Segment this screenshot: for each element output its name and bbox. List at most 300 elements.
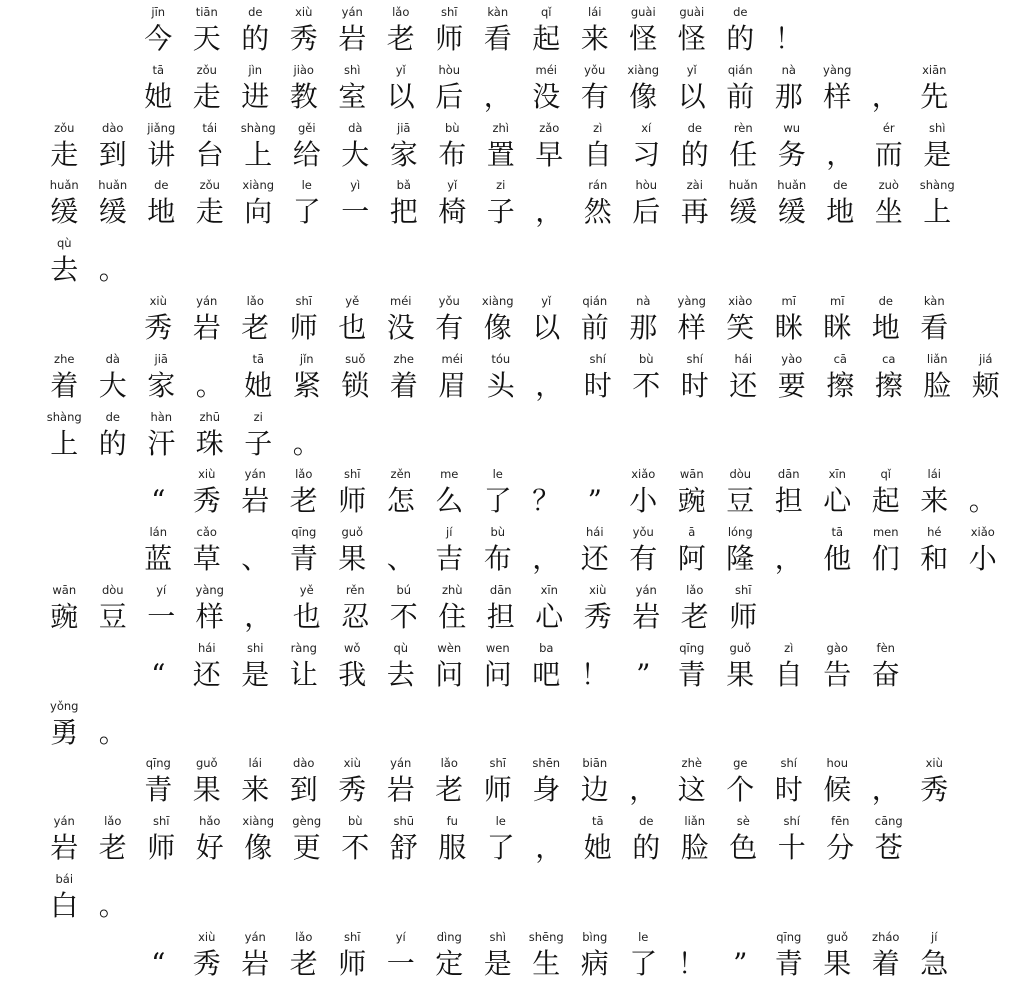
- hanzi: 也: [292, 600, 321, 633]
- pinyin: dìng: [436, 929, 462, 944]
- character-unit: [380, 814, 429, 867]
- character-unit: [474, 467, 523, 520]
- pinyin: hái: [197, 640, 216, 655]
- hanzi: 后: [435, 79, 464, 113]
- hanzi: 师: [338, 946, 367, 980]
- character-unit: [765, 5, 814, 58]
- pinyin: shēng: [528, 929, 564, 944]
- character-unit: [328, 5, 377, 58]
- hanzi: 了: [292, 195, 321, 229]
- pinyin: lǎo: [392, 5, 410, 19]
- hanzi: 勇: [50, 715, 79, 749]
- character-unit: [813, 756, 862, 809]
- hanzi: 家: [147, 368, 176, 402]
- pinyin: rèn: [733, 120, 753, 135]
- character-unit: [186, 352, 235, 405]
- pinyin: zháo: [872, 929, 900, 944]
- hanzi: ，: [244, 600, 273, 633]
- character-unit: [231, 930, 280, 983]
- character-unit: [134, 930, 183, 983]
- hanzi: 老: [98, 831, 127, 865]
- pinyin: zěn: [390, 467, 411, 482]
- character-unit: [619, 525, 668, 578]
- hanzi: 讲: [147, 137, 176, 171]
- hanzi: 果: [726, 657, 755, 691]
- character-unit: [571, 294, 620, 347]
- hanzi: 来: [241, 773, 270, 807]
- character-unit: [571, 525, 620, 578]
- pinyin: shí: [783, 814, 800, 829]
- pinyin: yǒng: [50, 698, 79, 713]
- character-unit: [134, 5, 183, 58]
- hanzi: 台: [195, 137, 224, 171]
- character-unit: [231, 756, 280, 809]
- character-unit: [134, 467, 183, 520]
- pinyin: liǎn: [684, 814, 706, 829]
- hanzi: 今: [144, 22, 173, 55]
- character-unit: [186, 410, 235, 463]
- pinyin: dà: [105, 351, 120, 366]
- pinyin: lǎo: [686, 583, 704, 597]
- hanzi: 时: [583, 368, 612, 402]
- text-line: [40, 405, 331, 463]
- hanzi: 怪: [677, 22, 706, 55]
- pinyin: suǒ: [345, 351, 366, 366]
- character-unit: [865, 178, 914, 231]
- pinyin: gèng: [292, 814, 322, 829]
- character-unit: [622, 352, 671, 405]
- hanzi: 了: [483, 484, 512, 518]
- hanzi: 问: [483, 657, 512, 691]
- pinyin: shì: [929, 120, 946, 135]
- hanzi: 果: [192, 773, 221, 807]
- hanzi: 置: [486, 137, 515, 171]
- character-unit: [280, 294, 329, 347]
- character-unit: [719, 121, 768, 174]
- pinyin: yǒu: [584, 62, 606, 77]
- hanzi: 豌: [50, 600, 79, 633]
- pinyin: fèn: [876, 640, 895, 655]
- hanzi: 豌: [677, 484, 706, 518]
- hanzi: 秀: [144, 311, 173, 344]
- character-unit: [619, 5, 668, 58]
- pinyin: xiǎo: [970, 525, 995, 540]
- character-unit: [328, 467, 377, 520]
- pinyin: zǒu: [54, 120, 75, 135]
- character-unit: [234, 814, 283, 867]
- pinyin: ér: [882, 120, 895, 135]
- hanzi: 。: [98, 253, 127, 287]
- character-unit: [183, 641, 232, 694]
- character-unit: [525, 352, 574, 405]
- hanzi: 身: [532, 773, 561, 807]
- character-unit: [525, 121, 574, 174]
- pinyin: qīng: [679, 640, 705, 655]
- character-unit: [283, 121, 332, 174]
- hanzi: 着: [871, 946, 900, 980]
- hanzi: 向: [244, 195, 273, 229]
- character-unit: [574, 121, 623, 174]
- character-unit: [474, 63, 523, 116]
- character-unit: [574, 178, 623, 231]
- hanzi: 草: [192, 542, 221, 576]
- pinyin: zǒu: [199, 178, 220, 193]
- pinyin: shàng: [240, 120, 276, 135]
- character-unit: [280, 467, 329, 520]
- pinyin: de: [639, 814, 654, 829]
- pinyin: dòu: [729, 467, 752, 482]
- character-unit: [280, 641, 329, 694]
- pinyin: yàng: [677, 294, 706, 308]
- pinyin: qǐ: [880, 467, 891, 482]
- hanzi: 担: [486, 600, 515, 633]
- hanzi: 住: [438, 600, 467, 633]
- character-unit: [380, 583, 429, 636]
- hanzi: 一: [386, 946, 415, 980]
- pinyin: tā: [831, 525, 844, 540]
- hanzi: 去: [50, 253, 79, 287]
- pinyin: jīn: [151, 5, 166, 19]
- character-unit: [40, 814, 89, 867]
- hanzi: 眯: [823, 311, 852, 344]
- character-unit: [183, 294, 232, 347]
- hanzi: 怪: [629, 22, 658, 55]
- character-unit: [525, 814, 574, 867]
- character-unit: [425, 63, 474, 116]
- character-unit: [622, 814, 671, 867]
- hanzi: 锁: [341, 368, 370, 402]
- hanzi: 走: [195, 195, 224, 229]
- character-unit: [477, 583, 526, 636]
- pinyin: tóu: [491, 351, 511, 366]
- hanzi: 更: [292, 831, 321, 865]
- hanzi: 上: [923, 195, 952, 229]
- character-unit: [765, 641, 814, 694]
- pinyin: wen: [485, 640, 510, 655]
- pinyin: nà: [781, 62, 796, 77]
- hanzi: 像: [244, 831, 273, 865]
- pinyin: shī: [153, 814, 170, 829]
- hanzi: 看: [483, 22, 512, 55]
- pinyin: zì: [784, 640, 794, 655]
- pinyin: hái: [585, 525, 604, 540]
- hanzi: 老: [289, 484, 318, 518]
- pinyin: xiù: [295, 5, 313, 19]
- text-line: [40, 694, 137, 752]
- hanzi: ，: [532, 542, 561, 576]
- pinyin: me: [440, 467, 459, 482]
- hanzi: 着: [389, 368, 418, 402]
- pinyin: zǒu: [196, 62, 217, 77]
- hanzi: 早: [535, 137, 564, 171]
- character-unit: [671, 121, 720, 174]
- character-unit: [328, 63, 377, 116]
- character-unit: [328, 756, 377, 809]
- character-unit: [768, 178, 817, 231]
- text-line: [40, 578, 768, 636]
- hanzi: 要: [777, 368, 806, 402]
- character-unit: [137, 352, 186, 405]
- pinyin: huǎn: [777, 178, 807, 193]
- character-unit: [331, 121, 380, 174]
- hanzi: 青: [289, 542, 318, 576]
- hanzi: ，: [535, 831, 564, 865]
- pinyin: wu: [783, 120, 801, 135]
- hanzi: 有: [580, 79, 609, 113]
- hanzi: 了: [486, 831, 515, 865]
- character-unit: [862, 930, 911, 983]
- character-unit: [522, 525, 571, 578]
- hanzi: 白: [50, 889, 79, 922]
- hanzi: 。: [292, 426, 321, 460]
- hanzi: ”: [733, 946, 748, 980]
- pinyin: shēn: [532, 756, 561, 771]
- character-unit: [716, 525, 765, 578]
- hanzi: 子: [486, 195, 515, 229]
- character-unit: [280, 756, 329, 809]
- hanzi: 十: [777, 831, 806, 865]
- hanzi: 教: [289, 79, 318, 113]
- pinyin: rán: [588, 178, 608, 193]
- pinyin: lǎo: [295, 467, 313, 482]
- hanzi: 秀: [920, 773, 949, 807]
- pinyin: zi: [496, 178, 506, 193]
- hanzi: 到: [289, 773, 318, 807]
- pinyin: shū: [393, 814, 415, 829]
- hanzi: 像: [629, 79, 658, 113]
- pinyin: xiù: [925, 756, 943, 771]
- pinyin: xīn: [540, 583, 558, 597]
- pinyin: shī: [344, 929, 361, 944]
- character-unit: [668, 641, 717, 694]
- hanzi: 起: [871, 484, 900, 518]
- character-unit: [377, 930, 426, 983]
- character-unit: [134, 756, 183, 809]
- pinyin: mī: [781, 294, 796, 308]
- hanzi: 老: [435, 773, 464, 807]
- hanzi: 是: [923, 137, 952, 171]
- character-unit: [134, 641, 183, 694]
- pinyin: tái: [202, 120, 218, 135]
- hanzi: 师: [483, 773, 512, 807]
- hanzi: 果: [823, 946, 852, 980]
- hanzi: 么: [435, 484, 464, 518]
- pinyin: tiān: [195, 5, 218, 19]
- hanzi: 脸: [923, 368, 952, 402]
- pinyin: xiù: [343, 756, 361, 771]
- character-unit: [89, 699, 138, 752]
- pinyin: qián: [727, 62, 753, 77]
- pinyin: lái: [588, 5, 602, 19]
- character-unit: [231, 5, 280, 58]
- pinyin: zuò: [878, 178, 899, 193]
- hanzi: 蓝: [144, 542, 173, 576]
- pinyin: hòu: [438, 62, 461, 77]
- pinyin: dān: [777, 467, 800, 482]
- character-unit: [474, 756, 523, 809]
- hanzi: 看: [920, 311, 949, 344]
- hanzi: ，: [871, 79, 900, 113]
- character-unit: [280, 5, 329, 58]
- character-unit: [477, 814, 526, 867]
- pinyin: bìng: [582, 929, 608, 944]
- text-line: [40, 751, 959, 809]
- pinyin: kàn: [923, 294, 945, 308]
- pinyin: guài: [630, 5, 656, 19]
- hanzi: 定: [435, 946, 464, 980]
- hanzi: 子: [244, 426, 273, 460]
- pinyin: lǎo: [104, 814, 122, 829]
- text-line: [40, 347, 1010, 405]
- pinyin: lǎo: [440, 756, 458, 771]
- pinyin: hé: [927, 525, 942, 540]
- character-unit: [377, 294, 426, 347]
- character-unit: [862, 641, 911, 694]
- character-unit: [377, 5, 426, 58]
- hanzi: 笑: [726, 311, 755, 344]
- pinyin: yán: [635, 583, 657, 597]
- pinyin: méi: [390, 294, 412, 308]
- hanzi: 。: [195, 368, 224, 402]
- character-unit: [280, 63, 329, 116]
- text-line: [40, 925, 959, 983]
- character-unit: [959, 525, 1008, 578]
- hanzi: 头: [486, 368, 515, 402]
- hanzi: 有: [435, 311, 464, 344]
- hanzi: 眯: [774, 311, 803, 344]
- hanzi: 师: [289, 311, 318, 344]
- pinyin: shī: [735, 583, 752, 597]
- hanzi: 到: [98, 137, 127, 171]
- pinyin: mī: [830, 294, 845, 308]
- character-unit: [619, 294, 668, 347]
- character-unit: [283, 583, 332, 636]
- character-unit: [765, 756, 814, 809]
- pinyin: qǐ: [541, 5, 552, 19]
- character-unit: [862, 525, 911, 578]
- hanzi: 、: [241, 542, 270, 576]
- character-unit: [910, 467, 959, 520]
- hanzi: 以: [532, 311, 561, 344]
- character-unit: [668, 63, 717, 116]
- character-unit: [331, 352, 380, 405]
- character-unit: [377, 525, 426, 578]
- pinyin: zhì: [492, 120, 510, 135]
- pinyin: yǐ: [541, 294, 552, 308]
- hanzi: 告: [823, 657, 852, 691]
- pinyin: yǒu: [438, 294, 460, 308]
- hanzi: 她: [144, 79, 173, 113]
- pinyin: de: [733, 5, 748, 19]
- hanzi: 。: [98, 715, 127, 749]
- pinyin: bǎ: [396, 178, 411, 193]
- hanzi: 个: [726, 773, 755, 807]
- character-unit: [134, 294, 183, 347]
- pinyin: ràng: [290, 640, 317, 655]
- character-unit: [865, 814, 914, 867]
- pinyin: shī: [295, 294, 312, 308]
- hanzi: 上: [50, 426, 79, 460]
- pinyin: yán: [390, 756, 412, 771]
- pinyin: qīng: [291, 525, 317, 540]
- hanzi: 岩: [386, 773, 415, 807]
- hanzi: 还: [729, 368, 758, 402]
- pinyin: dòu: [101, 583, 124, 597]
- character-unit: [522, 63, 571, 116]
- hanzi: 吧: [532, 657, 561, 691]
- pinyin: dān: [489, 583, 512, 597]
- hanzi: 样: [195, 600, 224, 633]
- hanzi: 青: [774, 946, 803, 980]
- character-unit: [380, 121, 429, 174]
- character-unit: [425, 5, 474, 58]
- hanzi: 前: [580, 311, 609, 344]
- pinyin: le: [638, 929, 649, 944]
- character-unit: [137, 583, 186, 636]
- character-unit: [571, 641, 620, 694]
- hanzi: 不: [389, 600, 418, 633]
- hanzi: 眉: [438, 368, 467, 402]
- character-unit: [910, 294, 959, 347]
- pinyin: zhū: [199, 409, 221, 424]
- hanzi: 舒: [389, 831, 418, 865]
- character-unit: [913, 121, 962, 174]
- hanzi: 进: [241, 79, 270, 113]
- character-unit: [134, 525, 183, 578]
- character-unit: [234, 583, 283, 636]
- character-unit: [913, 352, 962, 405]
- pinyin: bù: [444, 120, 460, 135]
- pinyin: guǒ: [729, 640, 752, 655]
- hanzi: 任: [729, 137, 758, 171]
- character-unit: [183, 5, 232, 58]
- hanzi: ，: [535, 195, 564, 229]
- character-unit: [183, 525, 232, 578]
- character-unit: [622, 583, 671, 636]
- pinyin: qīng: [145, 756, 171, 771]
- character-unit: [380, 178, 429, 231]
- character-unit: [574, 814, 623, 867]
- hanzi: ，: [629, 773, 658, 807]
- character-unit: [574, 583, 623, 636]
- hanzi: ，: [871, 773, 900, 807]
- pinyin: jiào: [293, 62, 314, 77]
- hanzi: 缓: [729, 195, 758, 229]
- character-unit: [910, 63, 959, 116]
- character-unit: [622, 178, 671, 231]
- hanzi: 以: [677, 79, 706, 113]
- hanzi: 她: [244, 368, 273, 402]
- text-line: [40, 809, 913, 867]
- pinyin: xiàng: [242, 178, 275, 193]
- character-unit: [425, 525, 474, 578]
- character-unit: [328, 641, 377, 694]
- character-unit: [474, 5, 523, 58]
- character-unit: [89, 352, 138, 405]
- pinyin: zhù: [441, 583, 463, 597]
- pinyin: jiá: [979, 351, 993, 366]
- character-unit: [231, 525, 280, 578]
- hanzi: 秀: [338, 773, 367, 807]
- character-unit: [816, 178, 865, 231]
- character-unit: [862, 294, 911, 347]
- hanzi: 务: [777, 137, 806, 171]
- pinyin: yí: [156, 583, 167, 597]
- hanzi: 先: [920, 79, 949, 113]
- hanzi: 上: [244, 137, 273, 171]
- pinyin: shī: [489, 756, 506, 771]
- character-unit: [283, 178, 332, 231]
